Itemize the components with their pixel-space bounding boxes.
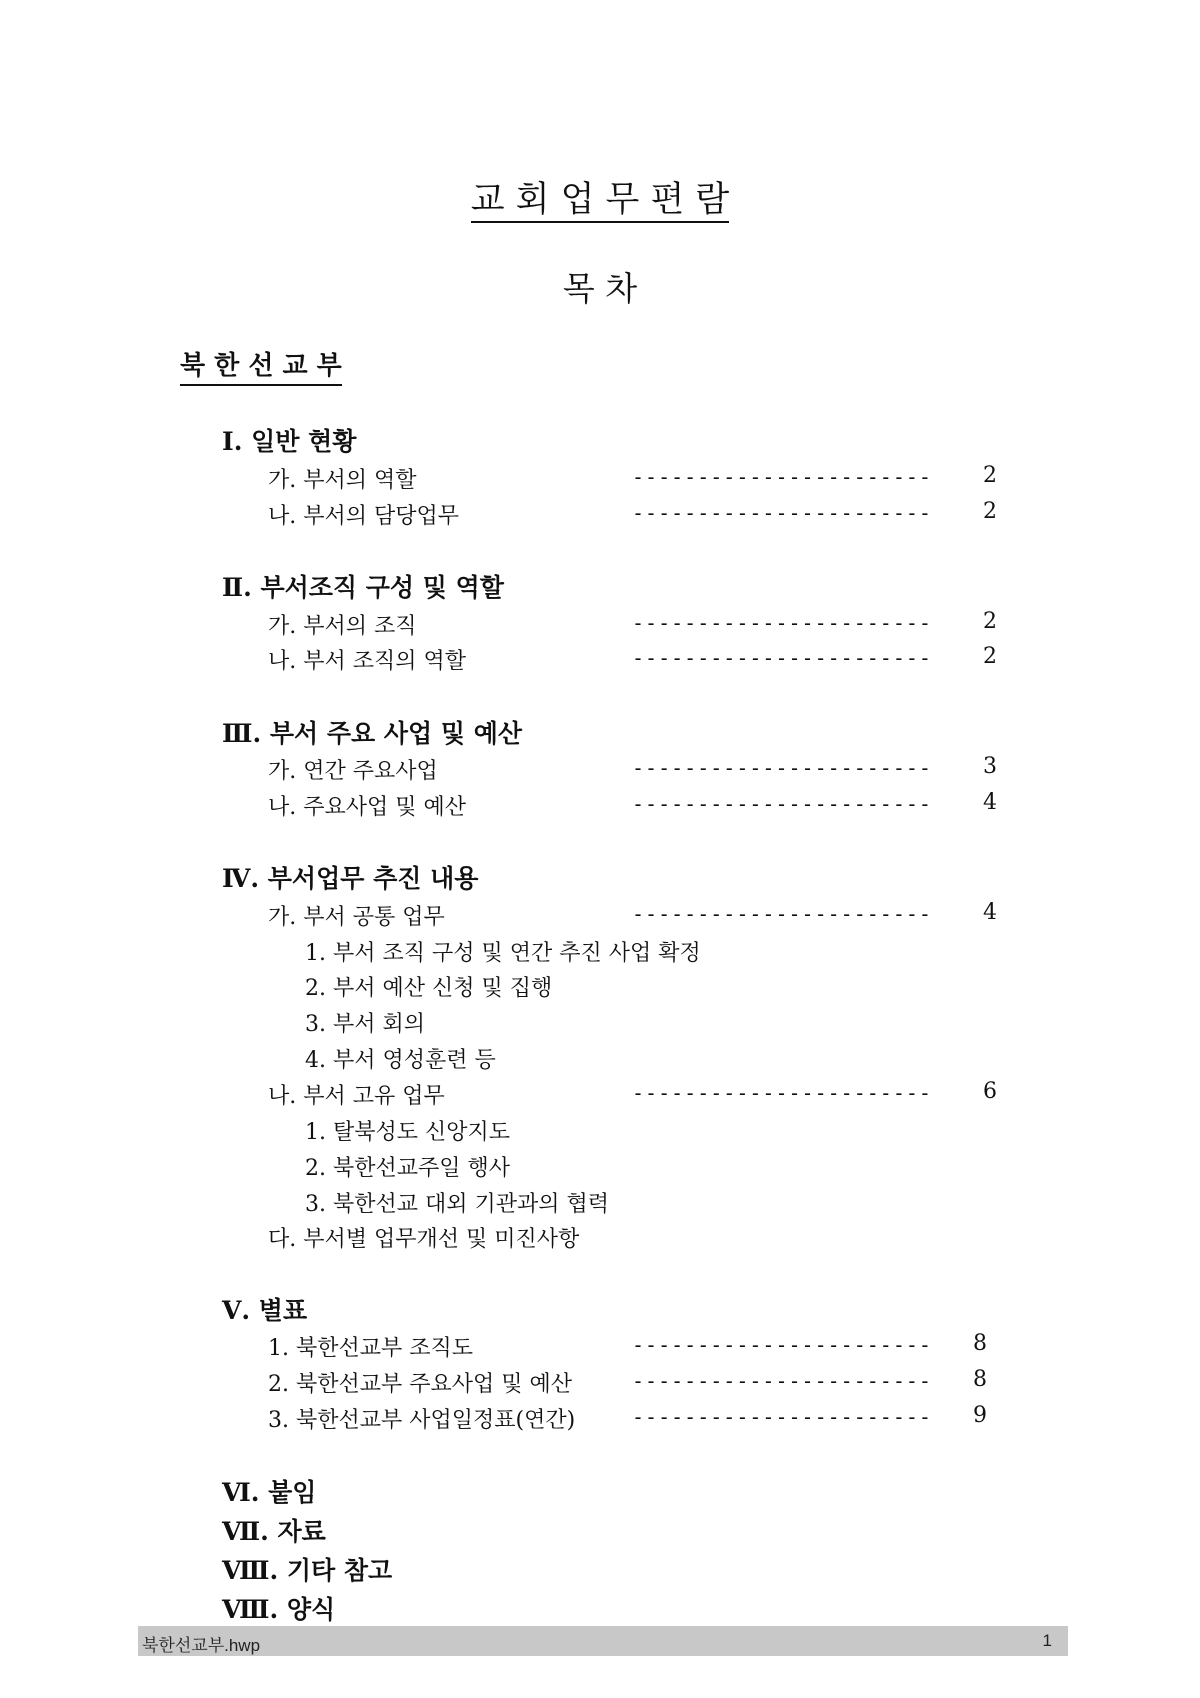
leader-dashes: ----------------------- — [632, 1333, 932, 1357]
leader-dashes: ----------------------- — [632, 1081, 932, 1105]
section-heading: Ⅲ. 부서 주요 사업 및 예산 — [222, 719, 523, 748]
page-number: 6 — [983, 1079, 997, 1104]
footer-filename: 북한선교부.hwp — [142, 1636, 261, 1655]
leader-dashes: ----------------------- — [632, 646, 932, 670]
section-heading: Ⅷ. 기타 참고 — [222, 1556, 393, 1585]
page-number: 2 — [983, 463, 997, 488]
toc-item: 2. 북한선교부 주요사업 및 예산 — [268, 1372, 572, 1397]
page-number: 2 — [983, 609, 997, 634]
leader-dashes: ----------------------- — [632, 501, 932, 525]
section-heading: Ⅴ. 별표 — [222, 1296, 308, 1325]
leader-dashes: ----------------------- — [632, 756, 932, 780]
toc-item: 가. 연간 주요사업 — [268, 759, 438, 784]
section-heading: Ⅵ. 붙임 — [222, 1478, 317, 1507]
leader-dashes: ----------------------- — [632, 792, 932, 816]
toc-item: 가. 부서 공통 업무 — [268, 905, 445, 930]
document-title: 교 회 업 무 편 람 — [0, 172, 1200, 222]
toc-item: 1. 북한선교부 조직도 — [268, 1336, 473, 1361]
toc-item: 가. 부서의 조직 — [268, 614, 417, 639]
leader-dashes: ----------------------- — [632, 1405, 932, 1429]
toc-subitem: 4. 부서 영성훈련 등 — [305, 1048, 496, 1073]
page-number: 2 — [983, 644, 997, 669]
page-number: 9 — [973, 1403, 987, 1428]
section-heading: Ⅱ. 부서조직 구성 및 역할 — [222, 573, 504, 602]
page-number: 4 — [983, 900, 997, 925]
footer-page-number: 1 — [1042, 1631, 1052, 1650]
toc-item: 나. 주요사업 및 예산 — [268, 795, 466, 820]
leader-dashes: ----------------------- — [632, 902, 932, 926]
toc-item: 3. 북한선교부 사업일정표(연간) — [268, 1408, 576, 1433]
section-heading: Ⅶ. 자료 — [222, 1517, 326, 1546]
department-heading: 북 한 선 교 부 — [180, 345, 342, 386]
toc-subitem: 1. 부서 조직 구성 및 연간 추진 사업 확정 — [305, 941, 701, 966]
page-number: 3 — [983, 754, 997, 779]
leader-dashes: ----------------------- — [632, 465, 932, 489]
section-heading: Ⅷ. 양식 — [222, 1595, 336, 1624]
page-number: 8 — [973, 1367, 987, 1392]
toc-item: 나. 부서 조직의 역할 — [268, 649, 466, 674]
leader-dashes: ----------------------- — [632, 1369, 932, 1393]
section-heading: Ⅰ. 일반 현황 — [222, 427, 357, 456]
toc-subitem: 3. 북한선교 대외 기관과의 협력 — [305, 1192, 609, 1217]
page-number: 4 — [983, 790, 997, 815]
toc-item: 가. 부서의 역할 — [268, 468, 417, 493]
toc-title: 목 차 — [562, 269, 638, 308]
toc-item: 나. 부서 고유 업무 — [268, 1084, 445, 1109]
section-heading: Ⅳ. 부서업무 추진 내용 — [222, 864, 479, 893]
page-number: 2 — [983, 499, 997, 524]
page-footer — [138, 1626, 1068, 1656]
toc-subitem: 2. 부서 예산 신청 및 집행 — [305, 976, 553, 1001]
toc-subitem: 3. 부서 회의 — [305, 1012, 425, 1037]
toc-item: 나. 부서의 담당업무 — [268, 504, 459, 529]
toc-subitem: 1. 탈북성도 신앙지도 — [305, 1120, 510, 1145]
toc-subitem: 2. 북한선교주일 행사 — [305, 1156, 510, 1181]
page-number: 8 — [973, 1331, 987, 1356]
leader-dashes: ----------------------- — [632, 611, 932, 635]
toc-item: 다. 부서별 업무개선 및 미진사항 — [268, 1227, 580, 1252]
